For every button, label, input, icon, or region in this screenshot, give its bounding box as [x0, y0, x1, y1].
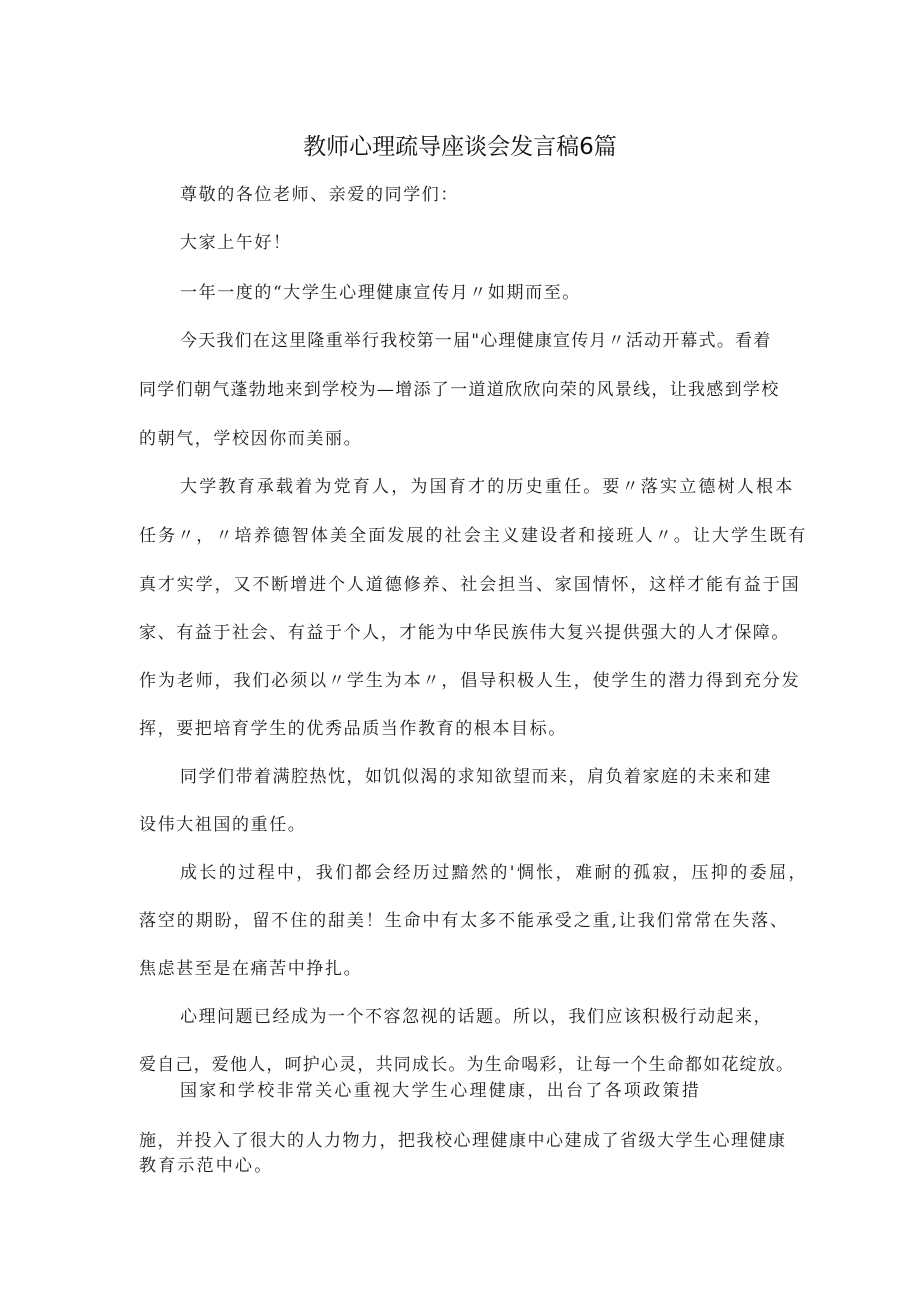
paragraph-line: 的朝气，学校因你而美丽。	[139, 429, 363, 449]
paragraph-line: 作为老师，我们必须以〃学生为本〃，倡导积极人生，使学生的潜力得到充分发	[139, 671, 801, 691]
paragraph-line: 今天我们在这里隆重举行我校第一届"心理健康宣传月〃活动开幕式。看着	[180, 331, 772, 351]
paragraph-line: 挥，要把培育学生的优秀品质当作教育的根本目标。	[139, 719, 567, 739]
paragraph-line: 教育示范中心。	[139, 1156, 274, 1176]
paragraph-line: 设伟大祖国的重任。	[139, 815, 307, 835]
paragraph-line: 成长的过程中，我们都会经历过黯然的'惆怅，难耐的孤寂，压抑的委屈，	[180, 863, 808, 883]
paragraph-line: 国家和学校非常关心重视大学生心理健康，出台了各项政策措	[180, 1081, 702, 1101]
paragraph-line: 同学们带着满腔热忱，如饥似渴的求知欲望而来，肩负着家庭的未来和建	[180, 767, 772, 787]
paragraph-line: 落空的期盼，留不住的甜美！生命中有太多不能承受之重,让我们常常在失落、	[139, 911, 789, 931]
greeting: 大家上午好！	[180, 233, 292, 253]
paragraph-line: 施，并投入了很大的人力物力，把我校心理健康中心建成了省级大学生心理健康	[139, 1131, 787, 1151]
paragraph-line: 一年一度的“大学生心理健康宣传月〃如期而至。	[180, 283, 581, 303]
paragraph-line: 家、有益于社会、有益于个人，才能为中华民族伟大复兴提供强大的人才保障。	[139, 623, 790, 643]
paragraph-line: 任务〃，〃培养德智体美全面发展的社会主义建设者和接班人〃。让大学生既有	[139, 526, 808, 546]
paragraph-line: 爱自己，爱他人，呵护心灵，共同成长。为生命喝彩，让每一个生命都如花绽放。	[139, 1055, 795, 1075]
paragraph-line: 同学们朝气蓬勃地来到学校为—增添了一道道欣欣向荣的风景线，让我感到学校	[139, 380, 780, 400]
paragraph-line: 焦虑甚至是在痛苦中挣扎。	[139, 959, 363, 979]
document-title: 教师心理疏导座谈会发言稿6篇	[303, 134, 617, 160]
paragraph-line: 真才实学，又不断增进个人道德修养、社会担当、家国情怀，这样才能有益于国	[139, 575, 801, 595]
paragraph-line: 心理问题已经成为一个不容忽视的话题。所以，我们应该积极行动起来，	[180, 1007, 772, 1027]
paragraph-line: 大学教育承载着为党育人，为国育才的历史重任。要〃落实立德树人根本	[180, 477, 795, 497]
salutation: 尊敬的各位老师、亲爱的同学们：	[180, 185, 459, 205]
